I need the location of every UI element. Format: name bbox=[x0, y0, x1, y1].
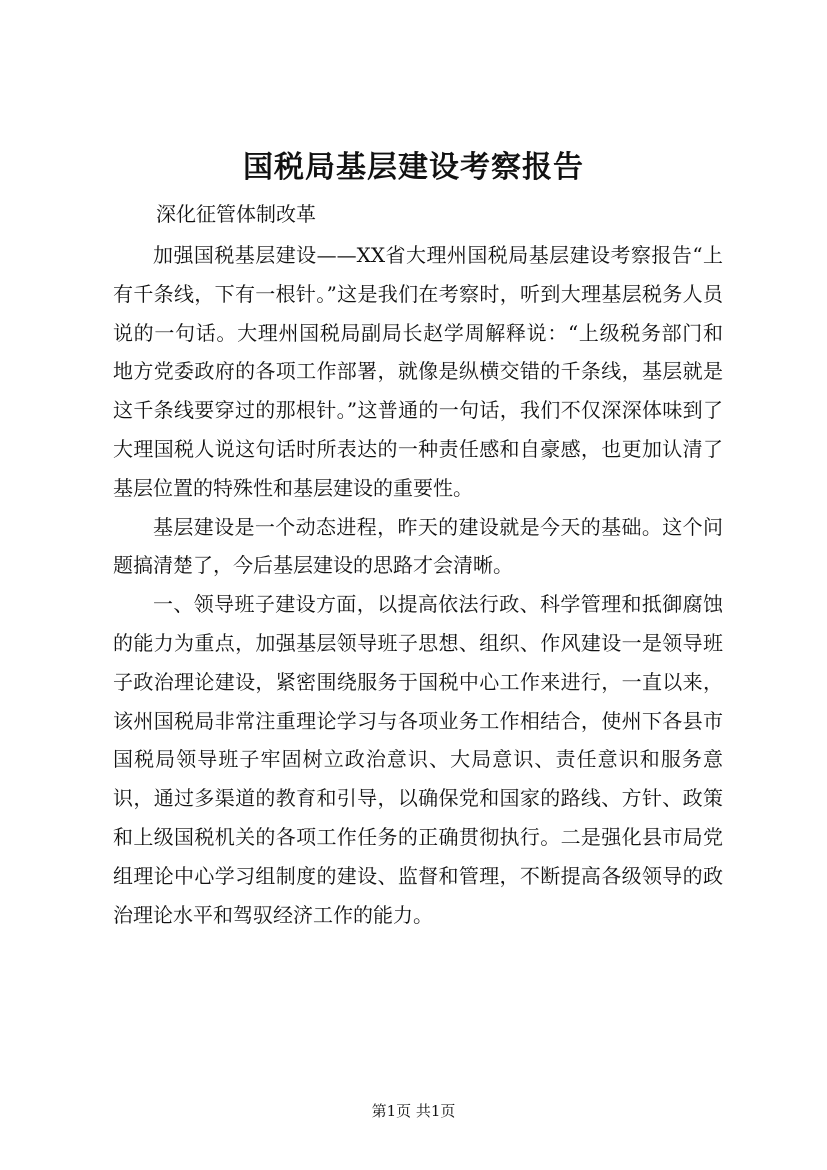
paragraph-1: 加强国税基层建设——XX省大理州国税局基层建设考察报告“上有千条线，下有一根针。”这是我们在考察时，听到大理基层税务人员说的一句话。大理州国税局副局长赵学周解释说：“上级税务部门和地方党委政府的各项工作部署，就像是纵横交错的千条线，基层就是这千条线要穿过的那根针。”这普通的一句话，我们不仅深深体味到了大理国税人说这句话时所表达的一种责任感和自豪感，也更加认清了基层位置的特殊性和基层建设的重要性。 bbox=[113, 243, 723, 500]
document-body bbox=[113, 236, 723, 934]
paragraph-2: 基层建设是一个动态进程，昨天的建设就是今天的基础。这个问题搞清楚了，今后基层建设的思路才会清晰。 bbox=[113, 514, 723, 578]
document-title: 国税局基层建设考察报告 bbox=[243, 150, 584, 185]
paragraph-3: 一、领导班子建设方面，以提高依法行政、科学管理和抵御腐蚀的能力为重点，加强基层领导班子思想、组织、作风建设一是领导班子政治理论建设，紧密围绕服务于国税中心工作来进行，一直以来，该州国税局非常注重理论学习与各项业务工作相结合，使州下各县市国税局领导班子牢固树立政治意识、大局意识、责任意识和服务意识，通过多渠道的教育和引导，以确保党和国家的路线、方针、政策和上级国税机关的各项工作任务的正确贯彻执行。二是强化县市局党组理论中心学习组制度的建设、监督和管理，不断提高各级领导的政治理论水平和驾驭经济工作的能力。 bbox=[113, 592, 723, 927]
document-subtitle: 深化征管体制改革 bbox=[156, 202, 316, 226]
page-footer: 第1页 共1页 bbox=[371, 1102, 456, 1120]
